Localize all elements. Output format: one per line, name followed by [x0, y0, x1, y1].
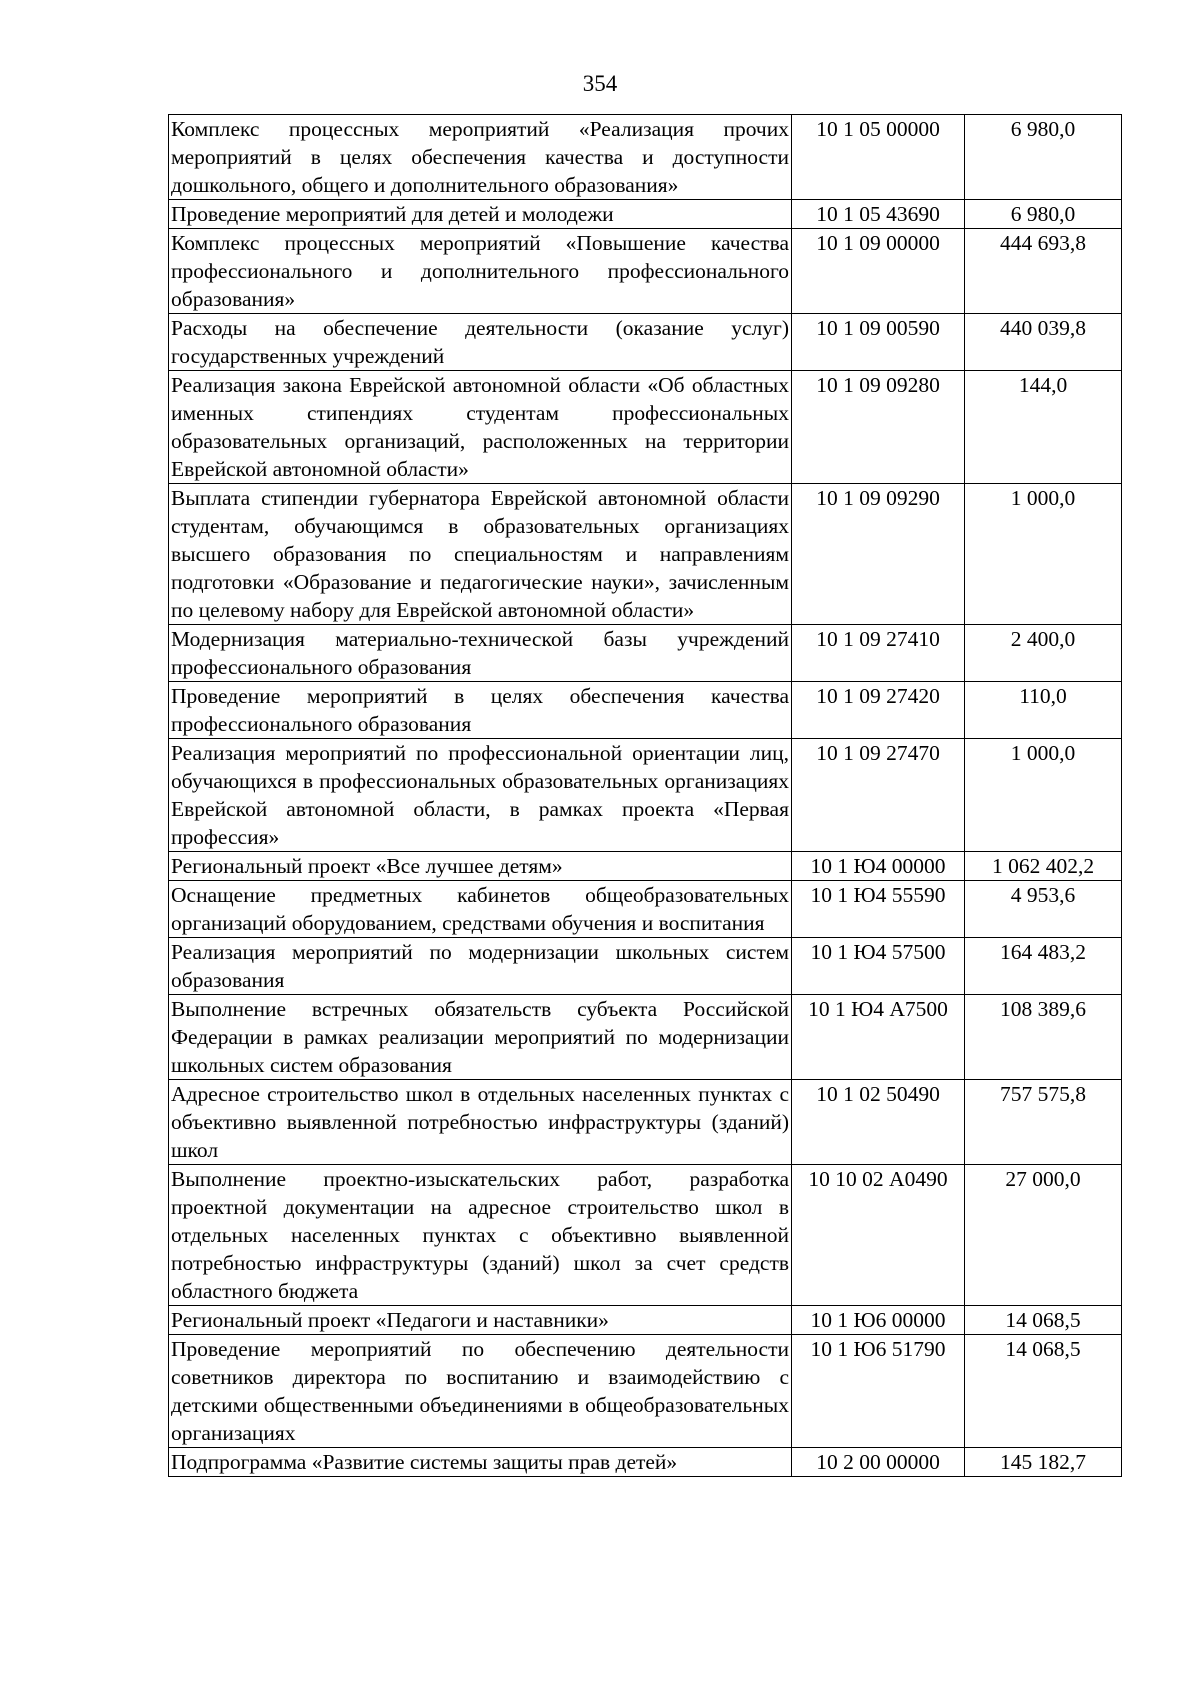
row-code: 10 1 Ю6 00000: [792, 1306, 965, 1335]
row-name: Оснащение предметных кабинетов общеобразовательных организаций оборудованием, средствами обучения и воспитания: [169, 881, 792, 938]
row-name: Комплекс процессных мероприятий «Повышение качества профессионального и дополнительного профессионального образования»: [169, 229, 792, 314]
row-name: Проведение мероприятий по обеспечению деятельности советников директора по воспитанию и взаимодействию с детскими общественными объединениями в общеобразовательных организациях: [169, 1335, 792, 1448]
row-code: 10 1 09 27410: [792, 625, 965, 682]
row-sum: 6 980,0: [965, 200, 1122, 229]
budget-table: [168, 114, 1122, 1477]
table-row: [169, 852, 1122, 881]
row-sum: 164 483,2: [965, 938, 1122, 995]
table-row: [169, 1306, 1122, 1335]
row-sum: 14 068,5: [965, 1335, 1122, 1448]
row-sum: 6 980,0: [965, 115, 1122, 200]
row-code: 10 1 Ю4 55590: [792, 881, 965, 938]
table-row: [169, 625, 1122, 682]
row-code: 10 1 09 00000: [792, 229, 965, 314]
row-name: Проведение мероприятий для детей и молодежи: [169, 200, 792, 229]
table-row: [169, 881, 1122, 938]
table-row: [169, 682, 1122, 739]
row-code: 10 1 05 00000: [792, 115, 965, 200]
row-code: 10 1 02 50490: [792, 1080, 965, 1165]
table-row: [169, 115, 1122, 200]
table-row: [169, 200, 1122, 229]
row-sum: 144,0: [965, 371, 1122, 484]
row-code: 10 1 Ю4 А7500: [792, 995, 965, 1080]
row-code: 10 1 09 09280: [792, 371, 965, 484]
table-row: [169, 484, 1122, 625]
row-sum: 145 182,7: [965, 1448, 1122, 1477]
row-name: Региональный проект «Педагоги и наставники»: [169, 1306, 792, 1335]
row-code: 10 1 Ю4 00000: [792, 852, 965, 881]
row-name: Модернизация материально-технической базы учреждений профессионального образования: [169, 625, 792, 682]
row-code: 10 2 00 00000: [792, 1448, 965, 1477]
table-row: [169, 1335, 1122, 1448]
row-sum: 27 000,0: [965, 1165, 1122, 1306]
row-code: 10 1 09 00590: [792, 314, 965, 371]
row-sum: 4 953,6: [965, 881, 1122, 938]
row-name: Проведение мероприятий в целях обеспечения качества профессионального образования: [169, 682, 792, 739]
table-row: [169, 314, 1122, 371]
row-name: Выплата стипендии губернатора Еврейской автономной области студентам, обучающимся в образовательных организациях высшего образования по специальностям и направлениям подготовки «Образование и педагогические науки», зачисленным по целевому набору для Еврейской автономной области»: [169, 484, 792, 625]
row-name: Расходы на обеспечение деятельности (оказание услуг) государственных учреждений: [169, 314, 792, 371]
table-row: [169, 371, 1122, 484]
row-code: 10 1 Ю4 57500: [792, 938, 965, 995]
row-code: 10 1 Ю6 51790: [792, 1335, 965, 1448]
row-code: 10 1 09 09290: [792, 484, 965, 625]
row-sum: 440 039,8: [965, 314, 1122, 371]
row-code: 10 1 09 27420: [792, 682, 965, 739]
row-name: Комплекс процессных мероприятий «Реализация прочих мероприятий в целях обеспечения качества и доступности дошкольного, общего и дополнительного образования»: [169, 115, 792, 200]
table-row: [169, 1165, 1122, 1306]
row-sum: 1 000,0: [965, 484, 1122, 625]
row-sum: 1 062 402,2: [965, 852, 1122, 881]
row-sum: 110,0: [965, 682, 1122, 739]
row-name: Реализация мероприятий по модернизации школьных систем образования: [169, 938, 792, 995]
table-row: [169, 995, 1122, 1080]
row-sum: 2 400,0: [965, 625, 1122, 682]
table-row: [169, 739, 1122, 852]
row-name: Выполнение проектно-изыскательских работ, разработка проектной документации на адресное строительство школ в отдельных населенных пунктах с объективно выявленной потребностью инфраструктуры (зданий) школ за счет средств областного бюджета: [169, 1165, 792, 1306]
row-name: Подпрограмма «Развитие системы защиты прав детей»: [169, 1448, 792, 1477]
row-sum: 444 693,8: [965, 229, 1122, 314]
row-name: Адресное строительство школ в отдельных населенных пунктах с объективно выявленной потребностью инфраструктуры (зданий) школ: [169, 1080, 792, 1165]
table-row: [169, 229, 1122, 314]
row-name: Реализация закона Еврейской автономной области «Об областных именных стипендиях студентам профессиональных образовательных организаций, расположенных на территории Еврейской автономной области»: [169, 371, 792, 484]
row-code: 10 1 05 43690: [792, 200, 965, 229]
row-name: Региональный проект «Все лучшее детям»: [169, 852, 792, 881]
table-row: [169, 1448, 1122, 1477]
row-sum: 1 000,0: [965, 739, 1122, 852]
table-row: [169, 938, 1122, 995]
row-name: Реализация мероприятий по профессиональной ориентации лиц, обучающихся в профессиональных образовательных организациях Еврейской автономной области, в рамках проекта «Первая профессия»: [169, 739, 792, 852]
row-sum: 14 068,5: [965, 1306, 1122, 1335]
row-code: 10 1 09 27470: [792, 739, 965, 852]
row-sum: 108 389,6: [965, 995, 1122, 1080]
table-row: [169, 1080, 1122, 1165]
row-name: Выполнение встречных обязательств субъекта Российской Федерации в рамках реализации мероприятий по модернизации школьных систем образования: [169, 995, 792, 1080]
budget-table-body: [169, 115, 1122, 1477]
page-number: 354: [582, 71, 618, 96]
row-code: 10 10 02 А0490: [792, 1165, 965, 1306]
row-sum: 757 575,8: [965, 1080, 1122, 1165]
